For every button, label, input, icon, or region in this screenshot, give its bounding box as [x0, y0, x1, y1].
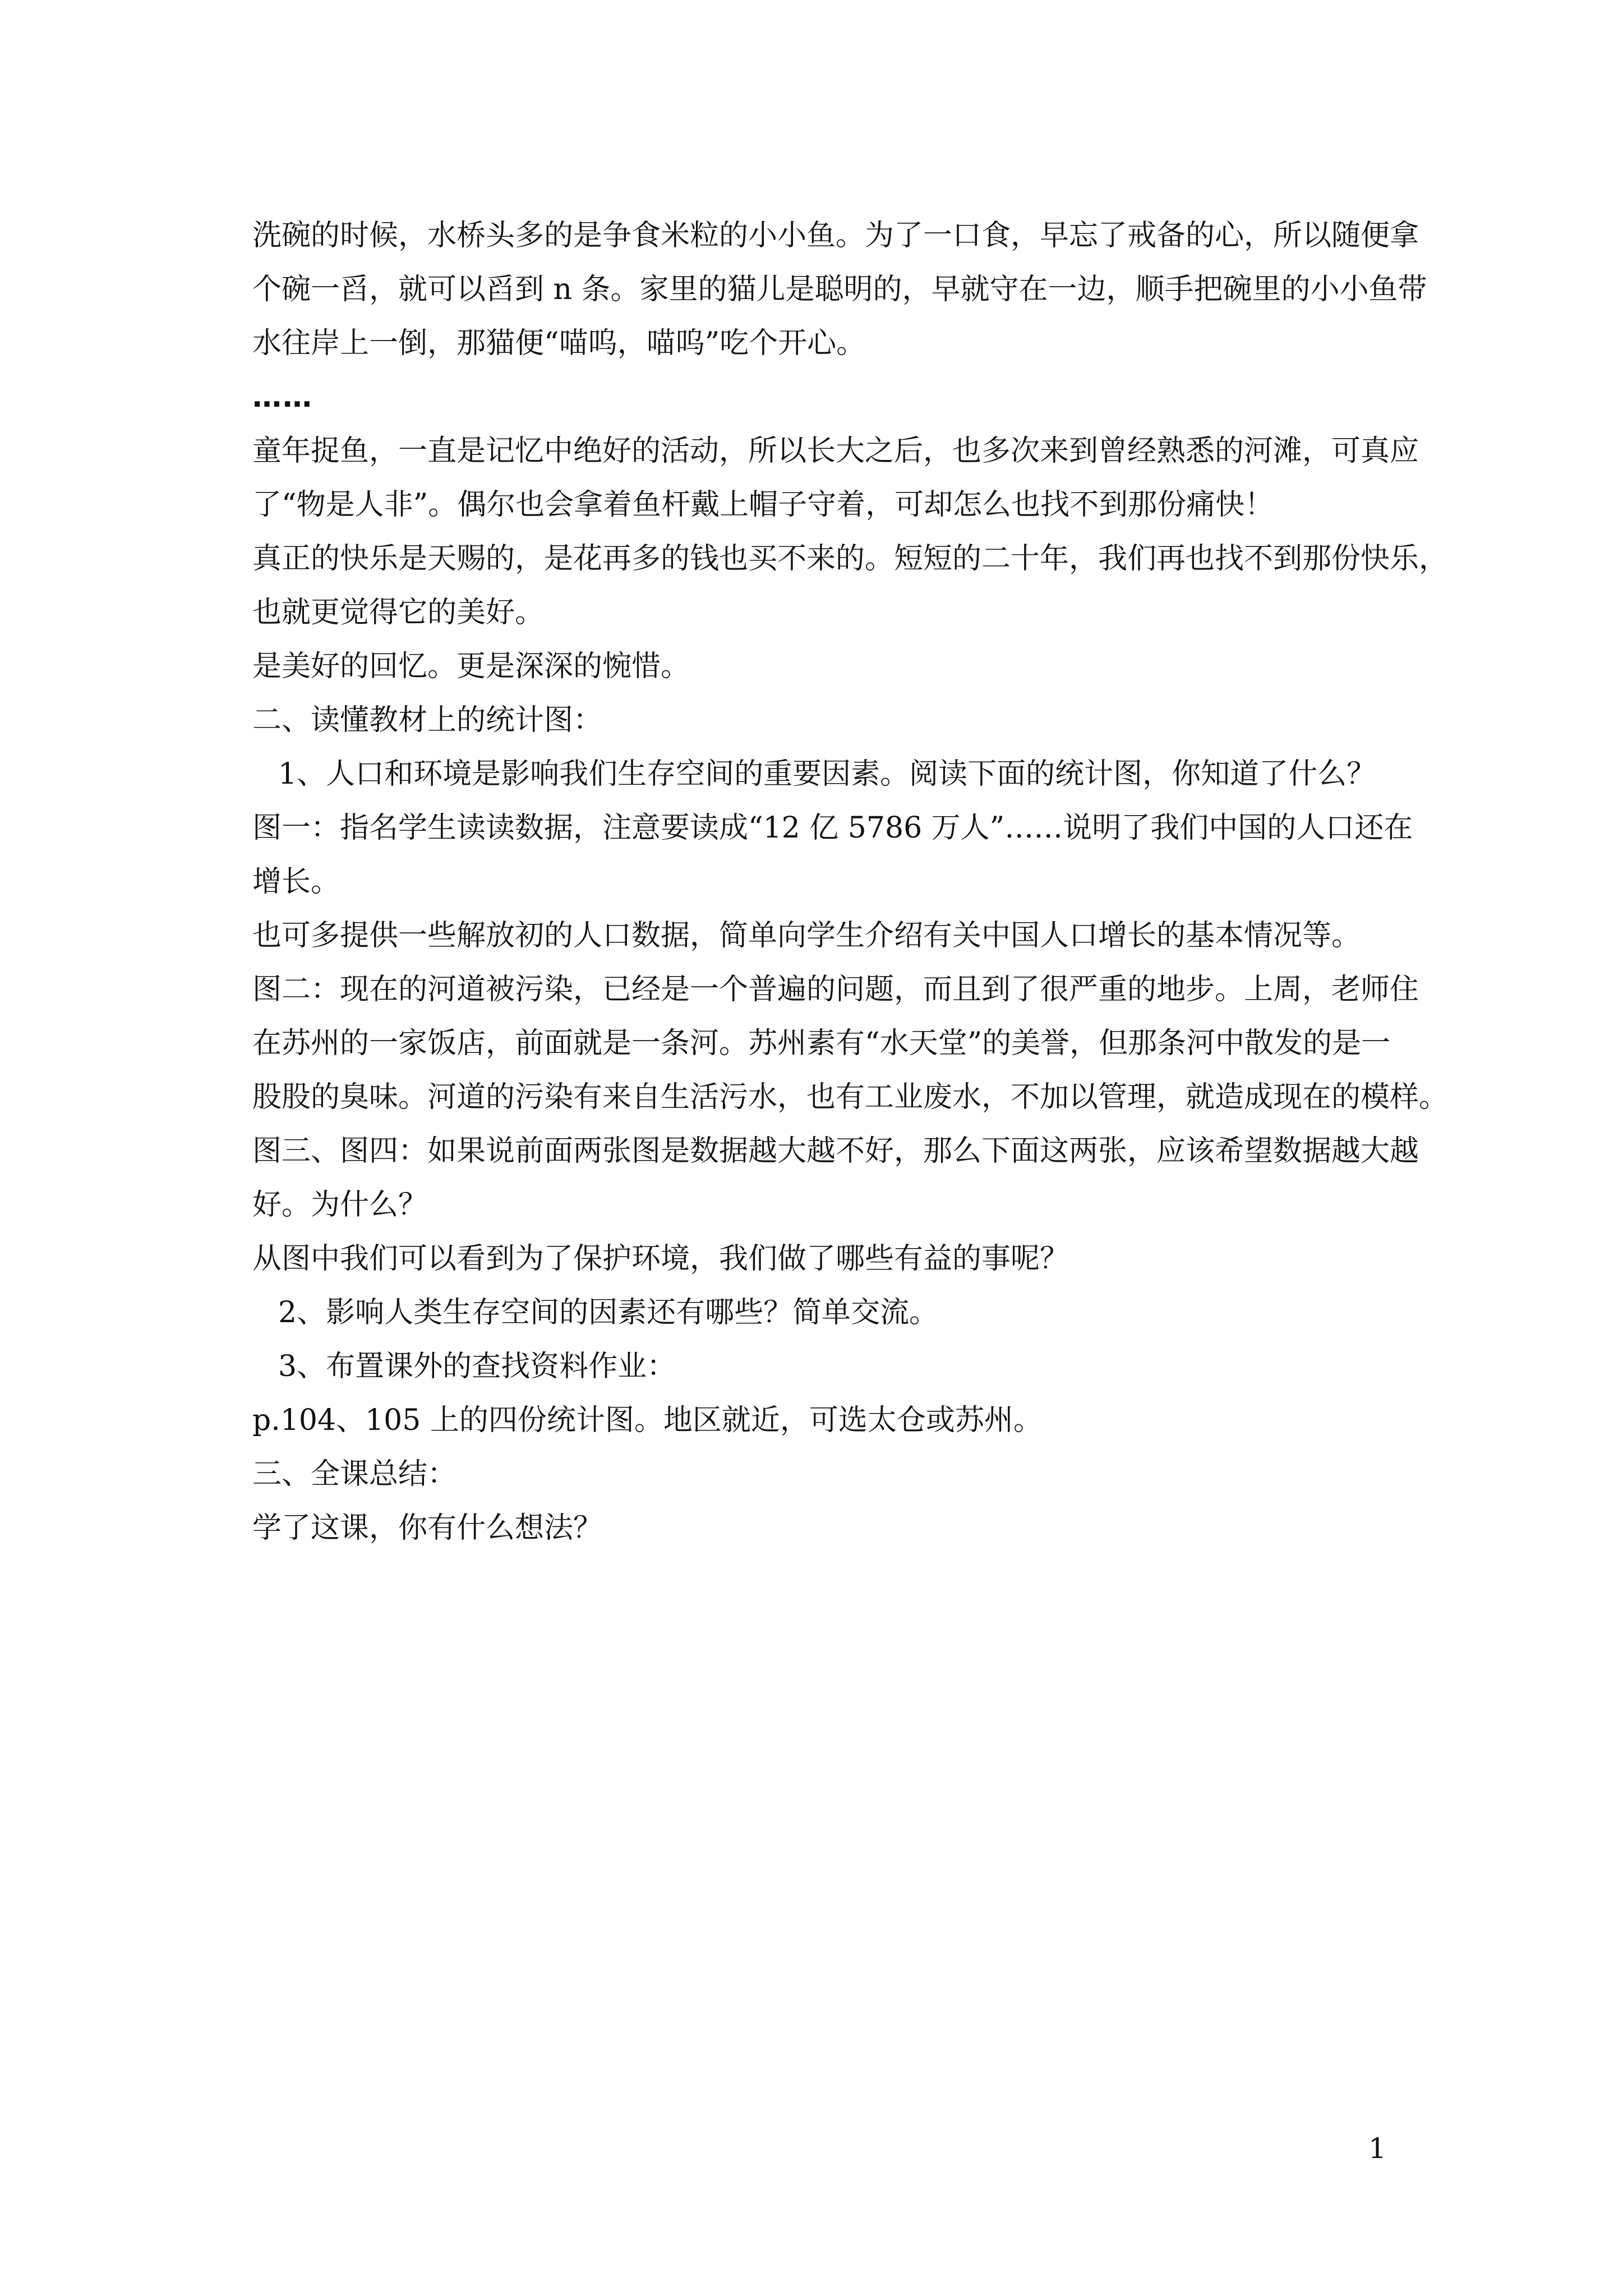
paragraph-line: 洗碗的时候，水桥头多的是争食米粒的小小鱼。为了一口食，早忘了戒备的心，所以随便拿	[252, 219, 1419, 252]
paragraph-line: 图三、图四：如果说前面两张图是数据越大越不好，那么下面这两张，应该希望数据越大越	[252, 1134, 1419, 1168]
paragraph-line: 了“物是人非”。偶尔也会拿着鱼杆戴上帽子守着，可却怎么也找不到那份痛快！	[252, 488, 1274, 522]
page-number: 1	[1368, 2132, 1386, 2165]
paragraph-line: 个碗一舀，就可以舀到 n 条。家里的猫儿是聪明的，早就守在一边，顺手把碗里的小小鱼带	[252, 273, 1427, 306]
document-body	[252, 209, 1449, 1555]
paragraph-line: 学了这课，你有什么想法？	[252, 1511, 603, 1545]
paragraph-line: 是美好的回忆。更是深深的惋惜。	[252, 650, 690, 683]
paragraph-line: 童年捉鱼，一直是记忆中绝好的活动，所以长大之后，也多次来到曾经熟悉的河滩，可真应	[252, 434, 1419, 468]
paragraph-line: 从图中我们可以看到为了保护环境，我们做了哪些有益的事呢？	[252, 1242, 1069, 1276]
paragraph-line: 也可多提供一些解放初的人口数据，简单向学生介绍有关中国人口增长的基本情况等。	[252, 919, 1361, 953]
paragraph-line: 图一：指名学生读读数据，注意要读成“12 亿 5786 万人”……说明了我们中国的人口还在	[252, 811, 1413, 845]
paragraph-line: 好。为什么？	[252, 1188, 428, 1222]
list-item: 1、人口和环境是影响我们生存空间的重要因素。阅读下面的统计图，你知道了什么？	[278, 757, 1376, 791]
paragraph-line: 也就更觉得它的美好。	[252, 596, 545, 629]
paragraph-line: p.104、105 上的四份统计图。地区就近，可选太仓或苏州。	[252, 1404, 1043, 1437]
section-heading: 三、全课总结：	[252, 1457, 457, 1491]
paragraph-line: 真正的快乐是天赐的，是花再多的钱也买不来的。短短的二十年，我们再也找不到那份快乐，	[252, 542, 1449, 576]
paragraph-line: 图二：现在的河道被污染，已经是一个普遍的问题，而且到了很严重的地步。上周，老师住	[252, 973, 1419, 1006]
ellipsis-line: ……	[252, 380, 313, 414]
paragraph-line: 股股的臭味。河道的污染有来自生活污水，也有工业废水，不加以管理，就造成现在的模样。	[252, 1080, 1449, 1114]
list-item: 3、布置课外的查找资料作业：	[278, 1350, 676, 1383]
list-item: 2、影响人类生存空间的因素还有哪些？简单交流。	[278, 1296, 939, 1329]
paragraph-line: 水往岸上一倒，那猫便“喵呜，喵呜”吃个开心。	[252, 326, 866, 360]
paragraph-line: 在苏州的一家饭店，前面就是一条河。苏州素有“水天堂”的美誉，但那条河中散发的是一	[252, 1027, 1391, 1060]
section-heading: 二、读懂教材上的统计图：	[252, 703, 603, 737]
paragraph-line: 增长。	[252, 865, 340, 899]
